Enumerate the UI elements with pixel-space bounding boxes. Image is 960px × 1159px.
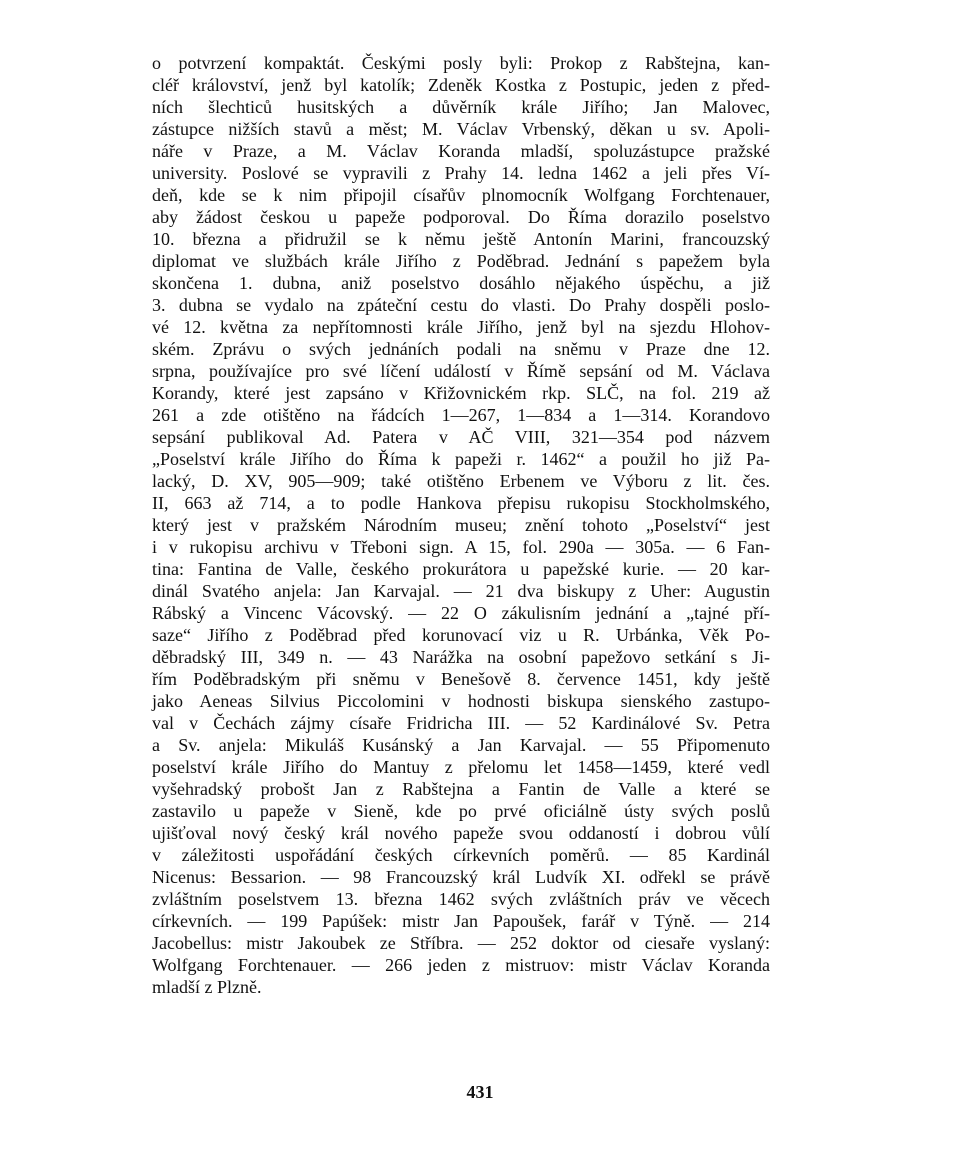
text-line: ujišťoval nový český král nového papeže svou oddaností i dobrou vůlí bbox=[152, 823, 770, 843]
text-line: Nicenus: Bessarion. — 98 Francouzský král Ludvík XI. odřekl se právě bbox=[152, 867, 770, 887]
text-line: zastavilo u papeže v Sieně, kde po prvé oficiálně ústy svých poslů bbox=[152, 801, 770, 821]
text-line: vyšehradský probošt Jan z Rabštejna a Fantin de Valle a které se bbox=[152, 779, 770, 799]
text-line: deň, kde se k nim připojil císařův plnomocník Wolfgang Forchtenauer, bbox=[152, 185, 770, 205]
text-line: lacký, D. XV, 905—909; také otištěno Erbenem ve Výboru z lit. čes. bbox=[152, 471, 770, 491]
text-line: mladší z Plzně. bbox=[152, 977, 262, 997]
page-number: 431 bbox=[466, 1082, 494, 1102]
text-line: a Sv. anjela: Mikuláš Kusánský a Jan Karvajal. — 55 Připomenuto bbox=[152, 735, 770, 755]
text-line: vé 12. května za nepřítomnosti krále Jiřího, jenž byl na sjezdu Hlohov- bbox=[152, 317, 770, 337]
text-line: 3. dubna se vydalo na zpáteční cestu do vlasti. Do Prahy dospěli poslo- bbox=[152, 295, 770, 315]
text-line: Jacobellus: mistr Jakoubek ze Stříbra. — 252 doktor od ciesaře vyslaný: bbox=[152, 933, 770, 953]
text-line: poselství krále Jiřího do Mantuy z přelomu let 1458—1459, které vedl bbox=[152, 757, 770, 777]
text-line: „Poselství krále Jiřího do Říma k papeži r. 1462“ a použil ho již Pa- bbox=[152, 449, 770, 469]
text-line: aby žádost českou u papeže podporoval. Do Říma dorazilo poselstvo bbox=[152, 207, 770, 227]
text-line: který jest v pražském Národním museu; znění tohoto „Poselství“ jest bbox=[152, 515, 770, 535]
text-line: i v rukopisu archivu v Třeboni sign. A 15, fol. 290a — 305a. — 6 Fan- bbox=[152, 537, 770, 557]
text-line: diplomat ve službách krále Jiřího z Poděbrad. Jednání s papežem byla bbox=[152, 251, 770, 271]
text-line: ském. Zprávu o svých jednáních podali na sněmu v Praze dne 12. bbox=[152, 339, 770, 359]
text-line: Wolfgang Forchtenauer. — 266 jeden z mistruov: mistr Václav Koranda bbox=[152, 955, 770, 975]
text-line: 10. března a přidružil se k němu ještě Antonín Marini, francouzský bbox=[152, 229, 770, 249]
text-line: university. Poslové se vypravili z Prahy 14. ledna 1462 a jeli přes Ví- bbox=[152, 163, 770, 183]
text-line: skončena 1. dubna, aniž poselstvo dosáhlo nějakého úspěchu, a již bbox=[152, 273, 770, 293]
text-line: ních šlechticů husitských a důvěrník krále Jiřího; Jan Malovec, bbox=[152, 97, 770, 117]
text-line: v záležitosti uspořádání českých církevních poměrů. — 85 Kardinál bbox=[152, 845, 770, 865]
text-line: církevních. — 199 Papúšek: mistr Jan Papoušek, farář v Týně. — 214 bbox=[152, 911, 770, 931]
text-line: jako Aeneas Silvius Piccolomini v hodnosti biskupa sienského zastupo- bbox=[152, 691, 770, 711]
notes-text bbox=[152, 52, 770, 998]
text-line: cléř království, jenž byl katolík; Zdeněk Kostka z Postupic, jeden z před- bbox=[152, 75, 770, 95]
text-line: Korandy, které jest zapsáno v Křižovnickém rkp. SLČ, na fol. 219 až bbox=[152, 383, 770, 403]
text-line: o potvrzení kompaktát. Českými posly byli: Prokop z Rabštejna, kan- bbox=[152, 53, 770, 73]
text-line: děbradský III, 349 n. — 43 Narážka na osobní papežovo setkání s Ji- bbox=[152, 647, 770, 667]
text-line: dinál Svatého anjela: Jan Karvajal. — 21 dva biskupy z Uher: Augustin bbox=[152, 581, 770, 601]
text-line: sepsání publikoval Ad. Patera v AČ VIII, 321—354 pod názvem bbox=[152, 427, 770, 447]
text-line: náře v Praze, a M. Václav Koranda mladší, spoluzástupce pražské bbox=[152, 141, 770, 161]
text-line: II, 663 až 714, a to podle Hankova přepisu rukopisu Stockholmského, bbox=[152, 493, 770, 513]
text-line: srpna, používajíce pro své líčení událostí v Římě sepsání od M. Václava bbox=[152, 361, 770, 381]
text-line: val v Čechách zájmy císaře Fridricha III. — 52 Kardinálové Sv. Petra bbox=[152, 713, 770, 733]
text-line: zvláštním poselstvem 13. března 1462 svých zvláštních práv ve věcech bbox=[152, 889, 770, 909]
text-line: tina: Fantina de Valle, českého prokurátora u papežské kurie. — 20 kar- bbox=[152, 559, 770, 579]
text-line: Rábský a Vincenc Vácovský. — 22 O zákulisním jednání a „tajné pří- bbox=[152, 603, 770, 623]
text-line: 261 a zde otištěno na řádcích 1—267, 1—834 a 1—314. Korandovo bbox=[152, 405, 770, 425]
text-line: řím Poděbradským při sněmu v Benešově 8. července 1451, kdy ještě bbox=[152, 669, 770, 689]
text-line: saze“ Jiřího z Poděbrad před korunovací viz u R. Urbánka, Věk Po- bbox=[152, 625, 770, 645]
text-line: zástupce nižších stavů a měst; M. Václav Vrbenský, děkan u sv. Apoli- bbox=[152, 119, 770, 139]
